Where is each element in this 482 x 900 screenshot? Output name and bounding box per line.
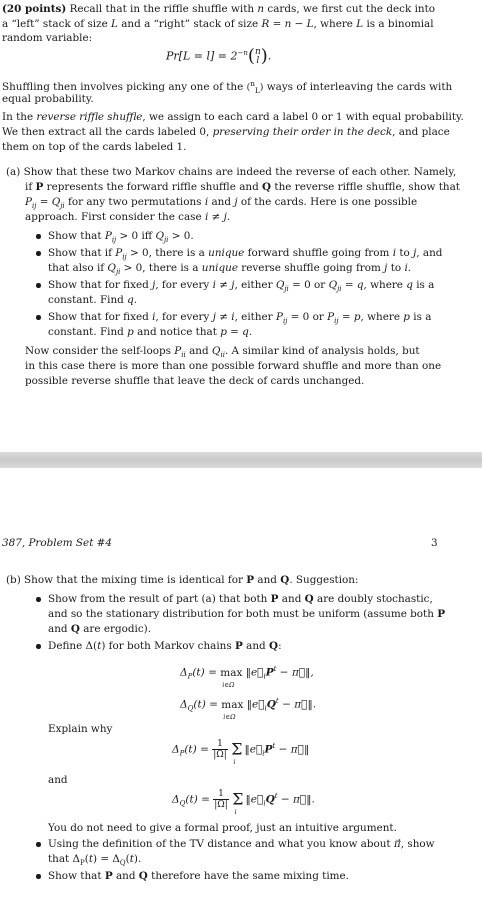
text-line: that also if $Q_{ji} > 0$, there is a unique reverse shuffle going from j to i. xyxy=(48,262,412,277)
text-line: equal probability. xyxy=(2,93,94,105)
text-line: in this case there is more than one possible forward shuffle and more than one xyxy=(25,360,442,372)
text-line: constant. Find p and notice that p = q. xyxy=(48,326,253,338)
bullet-item: Show that for fixed i, for every j ≠ i, either $P_{ij} = 0$ or $P_{ij} = p$, where p is a xyxy=(48,310,431,329)
delta-q-sum-equation: $\Delta_Q(t) = 1$ |Ω| $\Sigma_i‖e_iQ^t$ − π⃗‖. xyxy=(172,789,315,816)
bullet-item: Show that for fixed j, for every i ≠ j, either $Q_{ji} = 0$ or $Q_{ji} = q$, where q is a xyxy=(48,278,434,297)
text-line: approach. First consider the case i ≠ j. xyxy=(25,211,231,223)
text-line: $P_{ij} = Q_{ji}$ for any two permutations i and j of the cards. Here is one possible xyxy=(25,196,418,211)
text-line: random variable: xyxy=(2,32,93,44)
text-line: In the reverse riffle shuffle, we assign to each card a label 0 or 1 with equal probability. xyxy=(2,111,464,123)
text-line: and Q are ergodic). xyxy=(48,623,151,635)
text-line: constant. Find q. xyxy=(48,294,138,306)
text-line: Shuffling then involves picking any one of the ($^n_L$) ways of interleaving the cards with xyxy=(2,79,453,95)
text-line: Now consider the self-loops $P_{ii}$ and $Q_{ii}$. A similar kind of analysis holds, but xyxy=(25,345,420,360)
text-line: possible reverse shuffle that leave the deck of cards unchanged. xyxy=(25,375,365,387)
text-line: You do not need to give a formal proof, just an intuitive argument. xyxy=(48,822,397,834)
text-line: (a) Show that these two Markov chains are indeed the reverse of each other. Namely, xyxy=(6,166,457,178)
delta-p-equation: $\Delta_P(t) = \max$ i∈Ω $‖e_iP^t$ − π⃗‖, xyxy=(180,665,314,689)
page-number: 3 xyxy=(431,537,438,549)
page-header-left: 387, Problem Set #4 xyxy=(2,537,112,549)
bullet-item: Show that P and Q therefore have the same mixing time. xyxy=(48,870,349,882)
text-line: and xyxy=(48,774,68,786)
page-separator xyxy=(0,452,482,468)
text-line: Explain why xyxy=(48,723,113,735)
points-label: (20 points) xyxy=(2,3,67,15)
text-line: a “left” stack of size L and a “right” stack of size R = n − L, where L is a binomial xyxy=(2,18,434,30)
bullet-item: Show from the result of part (a) that both P and Q are doubly stochastic, xyxy=(48,593,433,605)
page-2 xyxy=(0,468,482,900)
text-line: We then extract all the cards labeled 0, preserving their order in the deck, and place xyxy=(2,126,450,138)
bullet-item: Show that $P_{ij} > 0$ iff $Q_{ji} > 0$. xyxy=(48,229,194,248)
text-line: if P represents the forward riffle shuffle and Q the reverse riffle shuffle, show that xyxy=(25,181,460,193)
delta-p-sum-equation: $\Delta_P(t) = 1$ |Ω| $\Sigma_i‖e_iP^t$ − π⃗‖ xyxy=(172,739,310,766)
text-line: that $\Delta_P(t) = \Delta_Q(t)$. xyxy=(48,853,142,868)
bullet-item: Show that if $P_{ij} > 0$, there is a unique forward shuffle going from i to j, and xyxy=(48,246,442,265)
text-line: and so the stationary distribution for both must be uniform (assume both P xyxy=(48,608,446,620)
bullet-item: Using the definition of the TV distance and what you know about π⃗, show xyxy=(48,838,435,850)
binomial-equation: $Pr[L = l] = 2^{-n}(n$ l). xyxy=(166,45,272,67)
delta-q-equation: $\Delta_Q(t) = \max$ i∈Ω $‖e_iQ^t$ − π⃗‖. xyxy=(180,697,317,721)
text-line: them on top of the cards labeled 1. xyxy=(2,141,187,153)
text-line: (b) Show that the mixing time is identical for P and Q. Suggestion: xyxy=(6,574,359,586)
problem-intro-line: (20 points) Recall that in the riffle shuffle with n cards, we first cut the deck into xyxy=(2,3,436,15)
bullet-item: Define Δ(t) for both Markov chains P and Q: xyxy=(48,640,282,652)
